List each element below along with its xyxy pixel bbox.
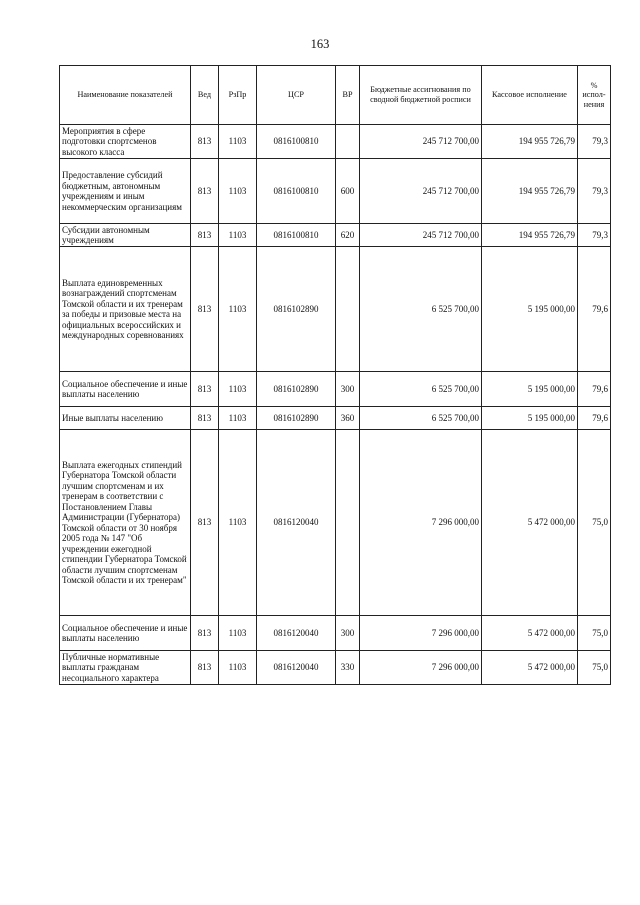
cell-vr [336,125,360,159]
cell-ved: 813 [191,407,219,430]
cell-name: Иные выплаты населению [60,407,191,430]
table-row [60,372,611,407]
page-number: 163 [310,37,330,51]
cell-rzpr: 1103 [219,159,257,224]
cell-rzpr: 1103 [219,430,257,616]
table-row [60,125,611,159]
cell-rzpr: 1103 [219,125,257,159]
cell-ved: 813 [191,247,219,372]
cell-cash: 194 955 726,79 [482,224,578,247]
cell-pct: 79,6 [578,247,611,372]
cell-cash: 5 472 000,00 [482,651,578,685]
cell-cash: 194 955 726,79 [482,125,578,159]
cell-vr [336,430,360,616]
cell-rzpr: 1103 [219,651,257,685]
cell-ved: 813 [191,224,219,247]
cell-name: Выплата единовременных вознаграждений спортсменам Томской области и их тренерам за победы и призовые места на официальных всероссийских и международных соревнованиях [60,247,191,372]
header-budget: Бюджетные ассигнования по сводной бюджетной росписи [360,66,482,125]
cell-csr: 0816120040 [257,616,336,651]
cell-vr: 330 [336,651,360,685]
cell-name: Субсидии автономным учреждениям [60,224,191,247]
header-cash: Кассовое исполнение [482,66,578,125]
cell-pct: 75,0 [578,430,611,616]
cell-rzpr: 1103 [219,616,257,651]
table-body [60,125,611,685]
cell-ved: 813 [191,651,219,685]
cell-csr: 0816120040 [257,430,336,616]
cell-ved: 813 [191,616,219,651]
header-ved: Вед [191,66,219,125]
cell-cash: 194 955 726,79 [482,159,578,224]
cell-csr: 0816100810 [257,224,336,247]
cell-ved: 813 [191,159,219,224]
cell-ved: 813 [191,430,219,616]
table-row [60,651,611,685]
cell-name: Социальное обеспечение и иные выплаты населению [60,372,191,407]
cell-pct: 79,3 [578,125,611,159]
cell-budget: 7 296 000,00 [360,616,482,651]
cell-cash: 5 472 000,00 [482,616,578,651]
cell-cash: 5 472 000,00 [482,430,578,616]
cell-budget: 7 296 000,00 [360,430,482,616]
cell-vr: 300 [336,616,360,651]
cell-rzpr: 1103 [219,372,257,407]
cell-csr: 0816102890 [257,247,336,372]
cell-budget: 7 296 000,00 [360,651,482,685]
table-row [60,430,611,616]
cell-vr: 600 [336,159,360,224]
table-row [60,159,611,224]
cell-pct: 75,0 [578,616,611,651]
table-row [60,407,611,430]
cell-budget: 6 525 700,00 [360,372,482,407]
cell-pct: 75,0 [578,651,611,685]
header-pct: % испол-нения [578,66,611,125]
table-row [60,616,611,651]
cell-pct: 79,3 [578,159,611,224]
table-row [60,247,611,372]
cell-budget: 245 712 700,00 [360,159,482,224]
cell-csr: 0816102890 [257,407,336,430]
cell-csr: 0816102890 [257,372,336,407]
cell-cash: 5 195 000,00 [482,247,578,372]
table-header-row [60,66,611,125]
cell-pct: 79,6 [578,372,611,407]
cell-rzpr: 1103 [219,247,257,372]
cell-vr: 620 [336,224,360,247]
header-vr: ВР [336,66,360,125]
header-csr: ЦСР [257,66,336,125]
cell-cash: 5 195 000,00 [482,372,578,407]
cell-csr: 0816120040 [257,651,336,685]
cell-vr: 300 [336,372,360,407]
cell-budget: 245 712 700,00 [360,125,482,159]
cell-cash: 5 195 000,00 [482,407,578,430]
cell-csr: 0816100810 [257,125,336,159]
cell-name: Выплата ежегодных стипендий Губернатора Томской области лучшим спортсменам и их тренерам в соответствии с Постановлением Главы Администрации (Губернатора) Томской области от 30 ноября 2005 года № 147 "Об учреждении ежегодной стипендии Губернатора Томской области лучшим спортсменам Томской области и их тренерам" [60,430,191,616]
cell-vr: 360 [336,407,360,430]
cell-rzpr: 1103 [219,407,257,430]
cell-pct: 79,3 [578,224,611,247]
cell-name: Мероприятия в сфере подготовки спортсменов высокого класса [60,125,191,159]
table-row [60,224,611,247]
cell-name: Социальное обеспечение и иные выплаты населению [60,616,191,651]
cell-name: Публичные нормативные выплаты гражданам несоциального характера [60,651,191,685]
cell-name: Предоставление субсидий бюджетным, автономным учреждениям и иным некоммерческим организациям [60,159,191,224]
cell-budget: 6 525 700,00 [360,407,482,430]
budget-table [59,65,611,685]
cell-csr: 0816100810 [257,159,336,224]
header-rzpr: РзПр [219,66,257,125]
cell-budget: 245 712 700,00 [360,224,482,247]
cell-ved: 813 [191,125,219,159]
header-name: Наименование показателей [60,66,191,125]
cell-vr [336,247,360,372]
cell-budget: 6 525 700,00 [360,247,482,372]
cell-pct: 79,6 [578,407,611,430]
cell-ved: 813 [191,372,219,407]
cell-rzpr: 1103 [219,224,257,247]
